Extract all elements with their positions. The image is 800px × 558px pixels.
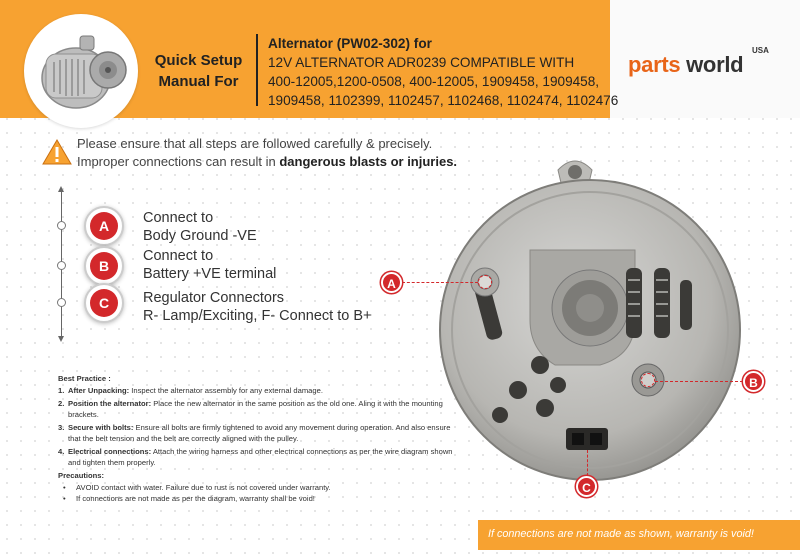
step-c-line-1: Regulator Connectors [143, 290, 285, 306]
item-text: Inspect the alternator assembly for any external damage. [129, 385, 323, 395]
brand-logo [628, 52, 743, 78]
timeline-dot-a [57, 221, 66, 230]
title-bold-line: Alternator (PW02-302) for [268, 36, 432, 51]
timeline-dot-c [57, 298, 66, 307]
callout-a-ring [478, 275, 492, 289]
precaution-text: If connections are not made as per the diagram, warranty shall be void! [76, 494, 315, 503]
callout-a-line [402, 282, 478, 283]
warning-line-2-prefix: Improper connections can result in [77, 154, 280, 169]
item-lead: Position the alternator: [68, 399, 152, 408]
item-number: 4. [58, 447, 65, 456]
product-thumbnail [24, 14, 138, 128]
bullet-icon: • [63, 482, 66, 492]
timeline-dot-b [57, 261, 66, 270]
warning-triangle-icon [42, 139, 72, 165]
step-c-letter: C [90, 289, 118, 317]
warning-line-1: Please ensure that all steps are followed carefully & precisely. [77, 136, 433, 151]
step-c-badge [84, 283, 124, 323]
timeline-arrow-down [58, 336, 64, 342]
warning-line-2-bold: dangerous blasts or injuries. [279, 154, 458, 169]
step-b-line-2: Battery +VE terminal [143, 266, 277, 282]
item-text: Attach the wiring harness and other electrical connections as per the wire diagram shown and tighten them properly. [68, 447, 453, 467]
title-line-1: 12V ALTERNATOR ADR0239 COMPATIBLE WITH [268, 55, 575, 70]
step-b-badge [84, 246, 124, 286]
item-text: Ensure all bolts are firmly tightened to avoid any movement during operation. And also ensure that the belt tension and the belt are correctly aligned with the pulley. [68, 423, 451, 443]
step-a-line-2: Body Ground -VE [143, 228, 257, 244]
callout-c-line [587, 450, 588, 476]
step-a-letter: A [90, 212, 118, 240]
item-lead: Electrical connections: [68, 447, 152, 456]
header-divider [256, 34, 258, 106]
precaution-text: AVOID contact with water. Failure due to rust is not covered under warranty. [76, 482, 331, 492]
title-line-3: 1909458, 1102399, 1102457, 1102468, 1102474, 1102476 [268, 93, 619, 108]
logo-usa: USA [752, 46, 769, 55]
callout-b-badge: B [743, 371, 764, 392]
logo-world: world [686, 52, 744, 77]
item-number: 1. [58, 385, 65, 395]
callout-b-line [655, 381, 743, 382]
step-a-badge [84, 206, 124, 246]
alternator-image [380, 140, 800, 520]
item-text: Place the new alternator in the same position as the old one. Aling it with the mounting brackets. [68, 399, 443, 419]
item-lead: After Unpacking: [68, 385, 130, 395]
step-a-line-1: Connect to [143, 210, 214, 226]
step-a-text [143, 209, 257, 245]
callout-b-ring [641, 373, 655, 387]
precautions-title: Precautions: [58, 471, 104, 480]
item-number: 3. [58, 423, 65, 432]
warranty-text: If connections are not made as shown, warranty is void! [488, 528, 754, 540]
step-c-text [143, 289, 371, 325]
logo-parts: parts [628, 52, 681, 77]
timeline-arrow-up [58, 186, 64, 192]
step-b-text [143, 247, 276, 283]
best-practice-title: Best Practice : [58, 374, 111, 383]
title-line-2: 400-12005,1200-0508, 400-12005, 1909458, 1909458, [268, 74, 600, 89]
step-b-line-1: Connect to [143, 248, 214, 264]
alternator-diagram [380, 140, 800, 520]
callout-a-badge: A [381, 272, 402, 293]
step-c-line-2: R- Lamp/Exciting, F- Connect to B+ [143, 308, 372, 324]
bullet-icon: • [63, 494, 66, 503]
step-b-letter: B [90, 252, 118, 280]
setup-label: Quick Setup Manual For [154, 52, 243, 90]
callout-c-badge: C [576, 476, 597, 497]
item-lead: Secure with bolts: [68, 423, 134, 432]
item-number: 2. [58, 399, 65, 408]
header-title [268, 34, 628, 110]
